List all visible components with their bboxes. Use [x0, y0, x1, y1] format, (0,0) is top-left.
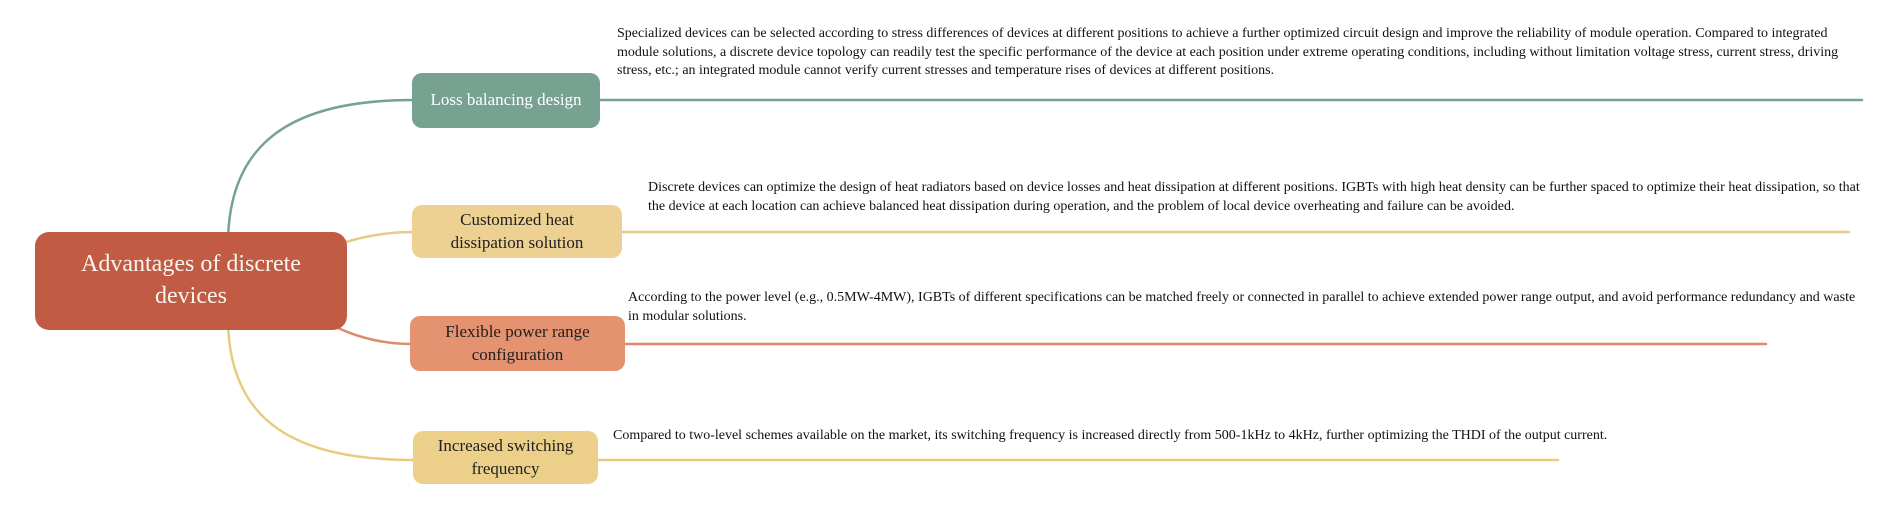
description-flexible-power-range: According to the power level (e.g., 0.5MW-4MW), IGBTs of different specifications can be matched freely or connected in parallel to achieve extended power range output, and avoid performance redundancy and waste in modular solutions. [628, 290, 1856, 324]
branch-node-increased-switching-frequency[interactable]: Increased switching frequency [413, 431, 598, 484]
description-loss-balancing-design: Specialized devices can be selected according to stress differences of devices at different positions to achieve a further optimized circuit design and improve the reliability of module operation. Compared to integrated module solutions, a discrete device topology can readily test the specific performance of the device at each position under extreme operating conditions, including without limitation voltage stress, current stress, driving stress, etc.; an integrated module cannot verify current stresses and temperature rises of devices at different positions. [617, 26, 1839, 78]
branch-node-customized-heat-dissipation[interactable]: Customized heat dissipation solution [412, 205, 622, 258]
description-increased-switching-frequency: Compared to two-level schemes available on the market, its switching frequency is increased directly from 500-1kHz to 4kHz, further optimizing the THDI of the output current. [613, 428, 1608, 443]
branch-node-flexible-power-range[interactable]: Flexible power range configuration [410, 316, 625, 371]
root-node[interactable]: Advantages of discrete devices [35, 232, 347, 330]
branch-node-loss-balancing-design[interactable]: Loss balancing design [412, 73, 600, 128]
description-customized-heat-dissipation: Discrete devices can optimize the design of heat radiators based on device losses and heat dissipation at different positions. IGBTs with high heat density can be further spaced to optimize their heat dissipation, so that the device at each location can achieve balanced heat dissipation during operation, and the problem of local device overheating and failure can be avoided. [648, 180, 1860, 214]
